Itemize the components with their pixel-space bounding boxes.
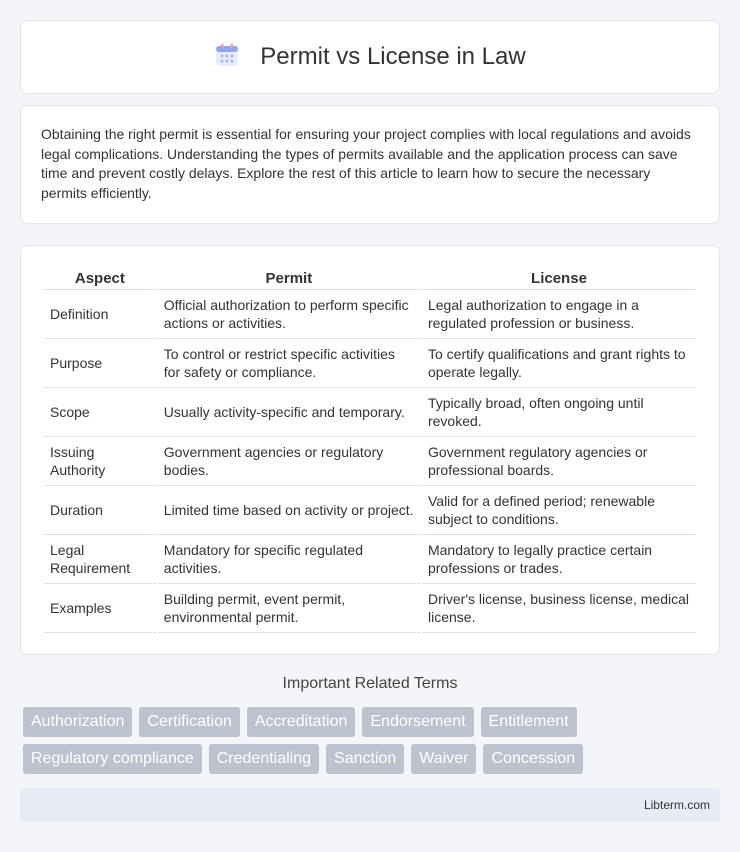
header-aspect: Aspect — [44, 266, 156, 290]
aspect-cell: Scope — [44, 388, 156, 437]
table-row — [44, 388, 696, 437]
aspect-cell: Legal Requirement — [44, 535, 156, 584]
table-row — [44, 339, 696, 388]
permit-cell: Building permit, event permit, environmental permit. — [158, 584, 420, 633]
comparison-table-card — [20, 245, 720, 655]
footer-brand-link[interactable]: Libterm.com — [643, 798, 710, 812]
permit-cell: Mandatory for specific regulated activities. — [158, 535, 420, 584]
license-cell: Driver's license, business license, medical license. — [422, 584, 696, 633]
tag-credentialing[interactable]: Credentialing — [209, 744, 319, 774]
table-row — [44, 535, 696, 584]
header-permit: Permit — [158, 266, 420, 290]
table-header-row — [44, 266, 696, 290]
permit-cell: Government agencies or regulatory bodies. — [158, 437, 420, 486]
license-cell: Mandatory to legally practice certain professions or trades. — [422, 535, 696, 584]
tag-endorsement[interactable]: Endorsement — [362, 707, 473, 737]
tag-waiver[interactable]: Waiver — [411, 744, 476, 774]
table-row — [44, 290, 696, 339]
header-license: License — [422, 266, 696, 290]
comparison-table — [42, 266, 698, 633]
intro-paragraph: Obtaining the right permit is essential for ensuring your project complies with local regulations and avoids legal complications. Understanding the types of permits available and the application process can save time and prevent costly delays. Explore the rest of this article to learn how to secure the necessary permits efficiently. — [41, 126, 691, 201]
aspect-cell: Purpose — [44, 339, 156, 388]
related-terms-row-1 — [23, 707, 723, 737]
permit-cell: To control or restrict specific activities for safety or compliance. — [158, 339, 420, 388]
aspect-cell: Definition — [44, 290, 156, 339]
intro-card — [20, 105, 720, 224]
tag-sanction[interactable]: Sanction — [326, 744, 404, 774]
license-cell: To certify qualifications and grant rights to operate legally. — [422, 339, 696, 388]
tag-regulatory-compliance[interactable]: Regulatory compliance — [23, 744, 202, 774]
license-cell: Typically broad, often ongoing until revoked. — [422, 388, 696, 437]
calendar-icon — [214, 42, 240, 73]
tag-accreditation[interactable]: Accreditation — [247, 707, 356, 737]
tag-concession[interactable]: Concession — [483, 744, 583, 774]
permit-cell: Limited time based on activity or project. — [158, 486, 420, 535]
tag-certification[interactable]: Certification — [139, 707, 239, 737]
footer — [20, 788, 720, 822]
related-terms-title: Important Related Terms — [282, 675, 458, 692]
table-row — [44, 486, 696, 535]
aspect-cell: Duration — [44, 486, 156, 535]
table-row — [44, 437, 696, 486]
page-title: Permit vs License in Law — [260, 43, 526, 70]
aspect-cell: Issuing Authority — [44, 437, 156, 486]
related-terms-row-2 — [23, 744, 723, 774]
license-cell: Valid for a defined period; renewable subject to conditions. — [422, 486, 696, 535]
header-card — [20, 20, 720, 94]
aspect-cell: Examples — [44, 584, 156, 633]
table-row — [44, 584, 696, 633]
tag-entitlement[interactable]: Entitlement — [481, 707, 577, 737]
license-cell: Government regulatory agencies or professional boards. — [422, 437, 696, 486]
tag-authorization[interactable]: Authorization — [23, 707, 132, 737]
permit-cell: Usually activity-specific and temporary. — [158, 388, 420, 437]
permit-cell: Official authorization to perform specific actions or activities. — [158, 290, 420, 339]
license-cell: Legal authorization to engage in a regulated profession or business. — [422, 290, 696, 339]
